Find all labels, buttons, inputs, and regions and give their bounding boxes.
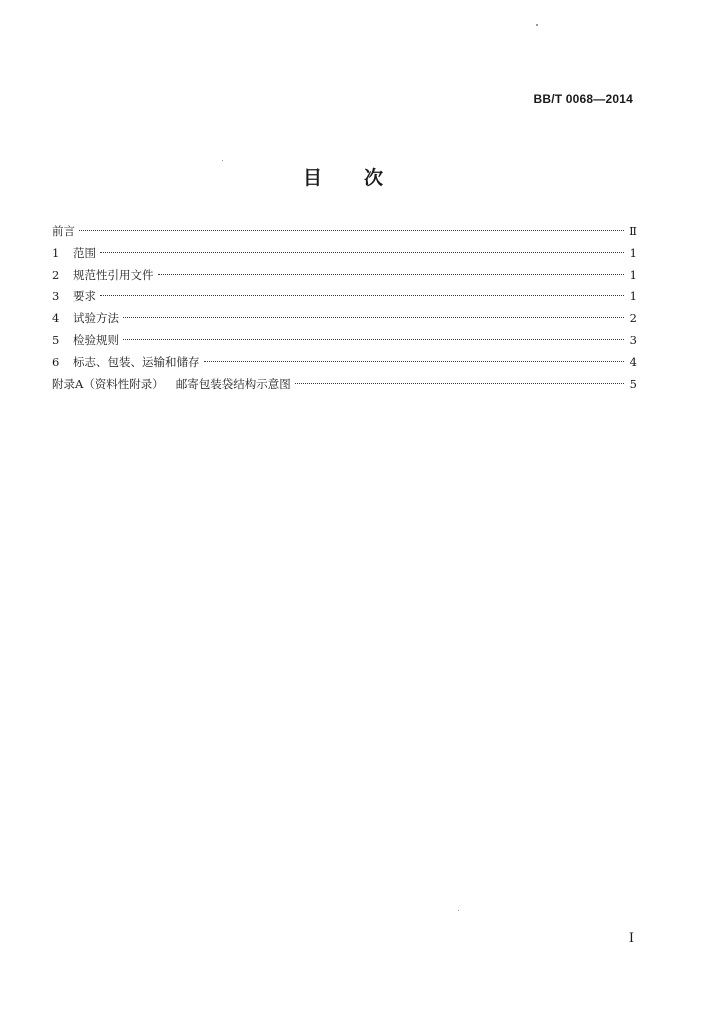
toc-item-foreword[interactable] bbox=[52, 221, 637, 243]
toc-item-inspection-rules[interactable] bbox=[52, 330, 637, 352]
toc-item-number: 2 bbox=[52, 267, 60, 282]
toc-leader-dots bbox=[123, 317, 624, 318]
toc-leader-dots bbox=[123, 339, 624, 340]
toc-item-label: 检验规则 bbox=[73, 332, 119, 347]
toc-item-label: 规范性引用文件 bbox=[73, 267, 154, 282]
scan-speck bbox=[222, 160, 223, 161]
toc-item-page: 1 bbox=[629, 267, 637, 282]
toc-item-requirements[interactable] bbox=[52, 286, 637, 308]
page-number: I bbox=[628, 931, 634, 946]
toc-item-page: 2 bbox=[629, 311, 637, 326]
toc-item-normative-references[interactable] bbox=[52, 265, 637, 287]
toc-item-page: 1 bbox=[629, 289, 637, 304]
toc-leader-dots bbox=[100, 252, 624, 253]
toc-item-label: 附录A（资料性附录） bbox=[52, 376, 164, 391]
table-of-contents bbox=[52, 221, 637, 395]
toc-item-appendix-a[interactable] bbox=[52, 374, 637, 396]
toc-item-marking-packaging[interactable] bbox=[52, 352, 637, 374]
toc-item-number: 5 bbox=[52, 332, 60, 347]
toc-leader-dots bbox=[295, 383, 624, 384]
toc-item-page: 5 bbox=[629, 376, 637, 391]
scan-speck bbox=[458, 910, 459, 911]
toc-leader-dots bbox=[158, 274, 625, 275]
toc-item-label: 范围 bbox=[73, 245, 96, 260]
toc-item-page: 4 bbox=[629, 354, 637, 369]
toc-item-number: 6 bbox=[52, 354, 60, 369]
standard-code: BB/T 0068—2014 bbox=[533, 92, 633, 106]
page-title: 目次 bbox=[302, 167, 425, 189]
scan-speck bbox=[536, 24, 538, 26]
toc-item-page: 3 bbox=[629, 332, 637, 347]
toc-item-sublabel: 邮寄包装袋结构示意图 bbox=[175, 376, 291, 391]
toc-item-test-methods[interactable] bbox=[52, 308, 637, 330]
toc-item-number: 4 bbox=[52, 311, 60, 326]
toc-item-number: 3 bbox=[52, 289, 60, 304]
toc-item-page: Ⅱ bbox=[629, 224, 637, 238]
toc-item-label: 标志、包装、运输和储存 bbox=[73, 354, 200, 369]
toc-leader-dots bbox=[100, 295, 624, 296]
toc-item-label: 要求 bbox=[73, 289, 96, 304]
toc-item-page: 1 bbox=[629, 245, 637, 260]
toc-item-label: 试验方法 bbox=[73, 311, 119, 326]
toc-item-label: 前言 bbox=[52, 224, 75, 238]
toc-leader-dots bbox=[79, 230, 624, 231]
toc-item-number: 1 bbox=[52, 245, 60, 260]
toc-item-scope[interactable] bbox=[52, 243, 637, 265]
toc-leader-dots bbox=[204, 361, 625, 362]
